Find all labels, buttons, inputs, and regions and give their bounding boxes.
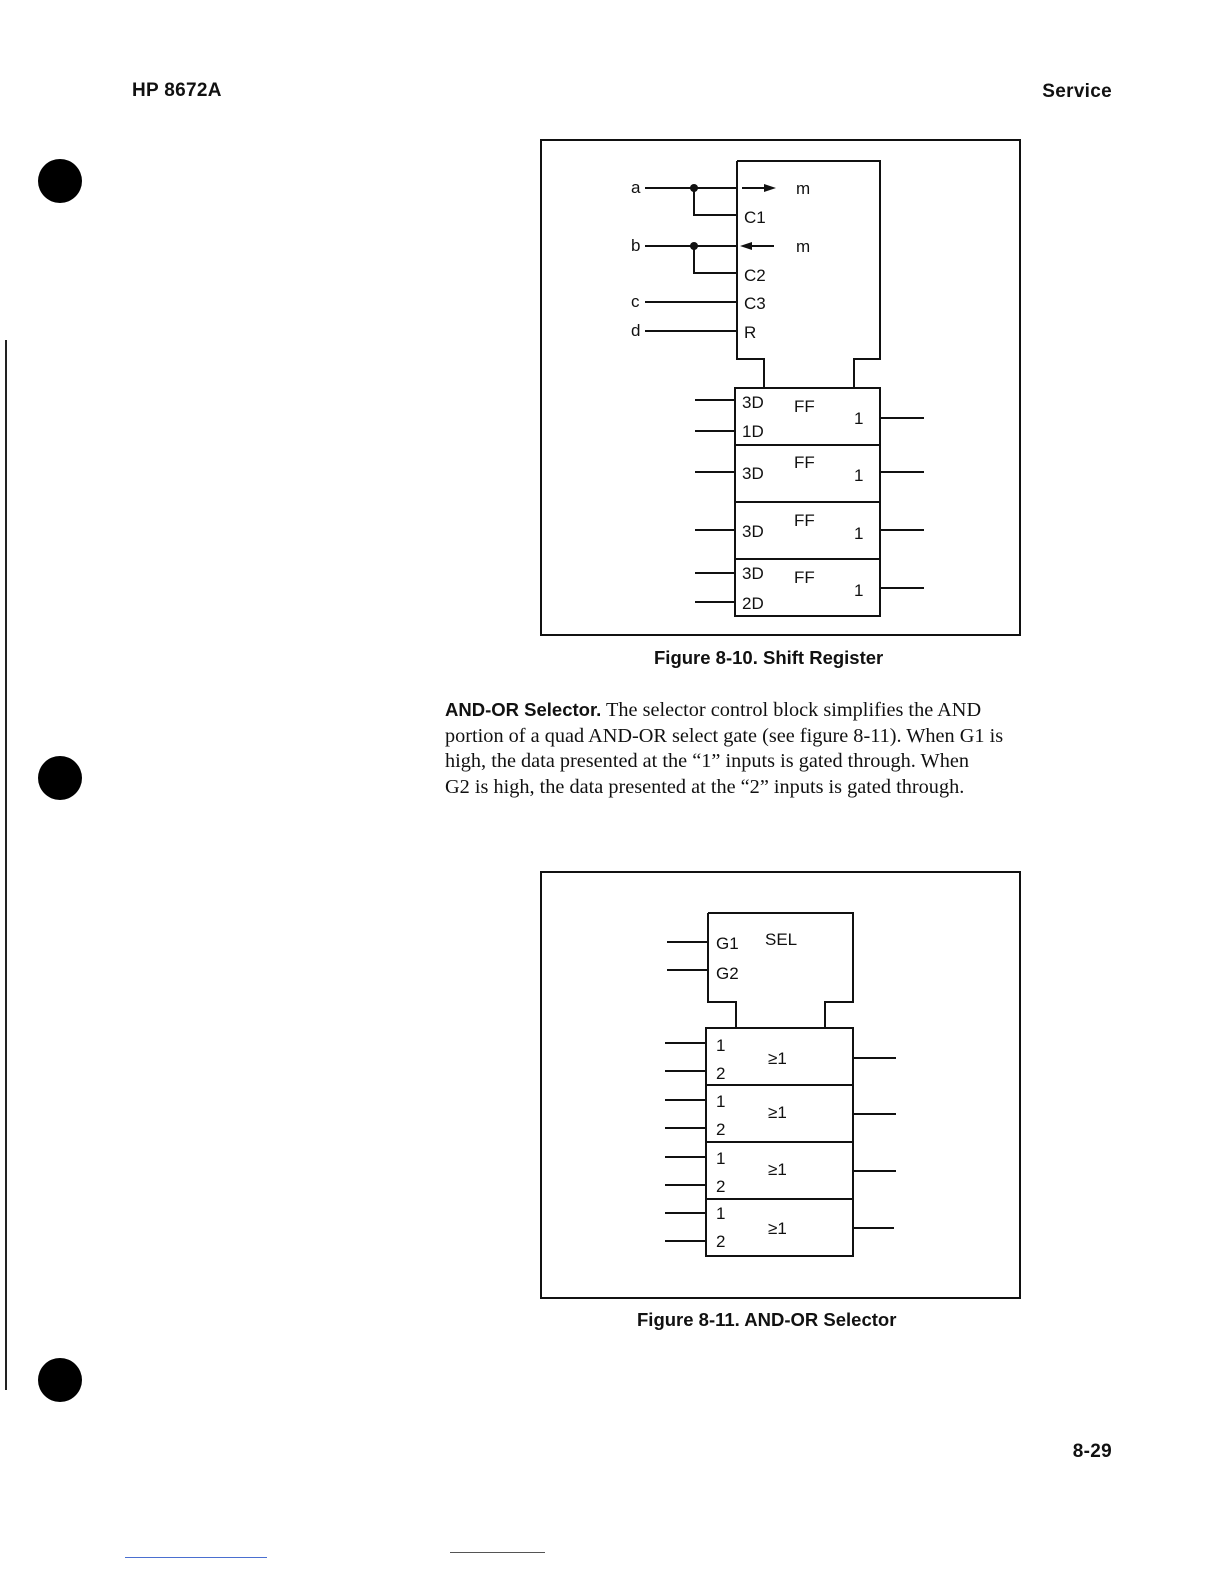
stage-4-output: 1	[854, 581, 864, 600]
control-label-g1: G1	[716, 934, 739, 953]
stage-4-d-label: 3D	[742, 564, 764, 583]
shift-left-arrow-icon	[740, 242, 752, 250]
binder-hole-middle	[38, 756, 82, 800]
junction-dot-b	[690, 242, 698, 250]
header-section: Service	[1042, 81, 1112, 102]
control-label-c1: C1	[744, 208, 766, 227]
binder-hole-top	[38, 159, 82, 203]
stage-3-input-2: 2	[716, 1177, 726, 1196]
page-number: 8-29	[1072, 1441, 1112, 1462]
paragraph-line: portion of a quad AND-OR select gate (see figure 8-11). When G1 is	[445, 724, 1004, 747]
stage-2-type: FF	[794, 453, 815, 472]
stage-4-symbol: ≥1	[768, 1219, 787, 1238]
stage-4-type: FF	[794, 568, 815, 587]
and-or-selector-diagram	[542, 873, 1023, 1301]
arrow-label-m-right: m	[796, 179, 811, 198]
stage-1-d-label: 3D	[742, 393, 764, 412]
stage-2-output: 1	[854, 466, 864, 485]
stage-2-d-label: 3D	[742, 464, 764, 483]
paragraph-line: high, the data presented at the “1” inputs is gated through. When	[445, 750, 969, 773]
stage-1-output: 1	[854, 409, 864, 428]
figure-8-10-caption: Figure 8-10. Shift Register	[654, 647, 884, 668]
paragraph-line: The selector control block simplifies the AND	[605, 699, 982, 721]
figure-8-11-frame	[540, 871, 1021, 1299]
figure-8-11-caption: Figure 8-11. AND-OR Selector	[637, 1309, 897, 1330]
stage-4-input-2: 2	[716, 1232, 726, 1251]
scan-edge-mark	[125, 1557, 267, 1558]
scan-edge-mark	[450, 1552, 545, 1553]
input-label-c: c	[631, 292, 640, 311]
stage-1-input-1: 1	[716, 1036, 726, 1055]
binder-hole-bottom	[38, 1358, 82, 1402]
stage-1-input-2: 2	[716, 1064, 726, 1083]
stage-3-d-label: 3D	[742, 522, 764, 541]
junction-dot-a	[690, 184, 698, 192]
stage-3-symbol: ≥1	[768, 1160, 787, 1179]
stage-3-input-1: 1	[716, 1149, 726, 1168]
stage-2-input-1: 1	[716, 1092, 726, 1111]
figure-8-10-frame	[540, 139, 1021, 636]
stage-2-input-2: 2	[716, 1120, 726, 1139]
control-label-c3: C3	[744, 294, 766, 313]
sel-title: SEL	[765, 930, 798, 949]
input-label-d: d	[631, 321, 641, 340]
shift-register-diagram	[542, 141, 1023, 638]
and-or-selector-paragraph	[445, 697, 1125, 800]
paragraph-line: G2 is high, the data presented at the “2” inputs is gated through.	[445, 775, 965, 798]
control-label-g2: G2	[716, 964, 739, 983]
shift-right-arrow-icon	[764, 184, 776, 192]
left-margin-rule	[5, 340, 7, 1390]
stage-2-symbol: ≥1	[768, 1103, 787, 1122]
header-model: HP 8672A	[132, 80, 222, 101]
stage-1-d-label: 1D	[742, 422, 764, 441]
control-label-r: R	[744, 323, 757, 342]
stage-3-output: 1	[854, 524, 864, 543]
paragraph-lead: AND-OR Selector.	[445, 699, 602, 720]
input-label-a: a	[631, 178, 641, 197]
arrow-label-m-left: m	[796, 237, 811, 256]
stage-1-type: FF	[794, 397, 815, 416]
stage-4-input-1: 1	[716, 1204, 726, 1223]
input-label-b: b	[631, 236, 641, 255]
control-label-c2: C2	[744, 266, 766, 285]
stage-3-type: FF	[794, 511, 815, 530]
stage-1-symbol: ≥1	[768, 1049, 787, 1068]
stage-4-d-label: 2D	[742, 594, 764, 613]
